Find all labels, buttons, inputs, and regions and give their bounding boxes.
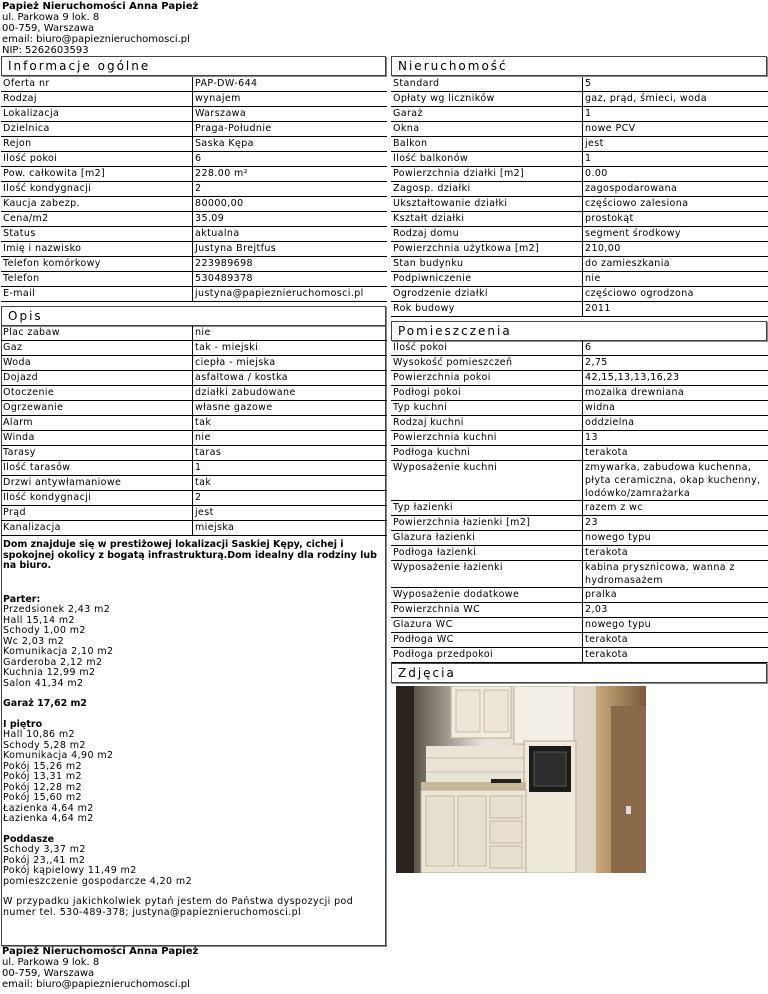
field-label: Ilość tarasów — [1, 461, 192, 476]
field-value: segment środkowy — [582, 227, 768, 242]
field-value: 6 — [582, 341, 768, 356]
field-value: 223989698 — [192, 257, 387, 272]
field-label: Glazura WC — [391, 618, 582, 633]
field-label: Lokalizacja — [1, 107, 192, 122]
field-value: terakota — [582, 446, 768, 461]
field-value: justyna@papieznieruchomosci.pl — [192, 287, 387, 302]
area-line: Schody 5,28 m2 — [3, 739, 86, 751]
table-row — [391, 633, 768, 648]
field-label: Gaz — [1, 341, 192, 356]
field-label: Typ łazienki — [391, 501, 582, 516]
field-label: Stan budynku — [391, 257, 582, 272]
field-value: jest — [582, 137, 768, 152]
table-row — [1, 341, 387, 356]
footer-email: email: biuro@papieznieruchomosci.pl — [2, 979, 190, 990]
field-label: Balkon — [391, 137, 582, 152]
table-row — [391, 588, 768, 603]
table-row — [1, 152, 387, 167]
area-line: Garderoba 2,12 m2 — [3, 656, 103, 668]
field-label: Podłogi pokoi — [391, 386, 582, 401]
field-value: gaz, prąd, śmieci, woda — [582, 92, 768, 107]
table-row — [1, 77, 387, 92]
field-label: Typ kuchni — [391, 401, 582, 416]
field-value: aktualna — [192, 227, 387, 242]
description-text — [3, 540, 381, 918]
table-row — [1, 401, 387, 416]
agency-street: ul. Parkowa 9 lok. 8 — [2, 12, 100, 23]
field-value: 35.09 — [192, 212, 387, 227]
table-row — [391, 386, 768, 401]
field-value: 2 — [192, 491, 387, 506]
field-label: Wyposażenie dodatkowe — [391, 588, 582, 603]
field-value: asfaltowa / kostka — [192, 371, 387, 386]
footer-street: ul. Parkowa 9 lok. 8 — [2, 957, 100, 968]
field-label: Wysokość pomieszczeń — [391, 356, 582, 371]
kitchen-photo — [396, 686, 646, 873]
field-value: 5 — [582, 77, 768, 92]
table-row — [391, 107, 768, 122]
table-row — [391, 401, 768, 416]
field-label: Ogrzewanie — [1, 401, 192, 416]
field-label: Winda — [1, 431, 192, 446]
area-line: Łazienka 4,64 m2 — [3, 802, 94, 814]
area-line: Pokój 12,28 m2 — [3, 781, 82, 793]
field-label: Ilość pokoi — [391, 341, 582, 356]
table-row — [391, 197, 768, 212]
table-row — [1, 491, 387, 506]
field-value: nowego typu — [582, 531, 768, 546]
field-label: Cena/m2 — [1, 212, 192, 227]
area-line: Salon 41,34 m2 — [3, 677, 84, 689]
field-label: Oferta nr — [1, 77, 192, 92]
field-label: Garaż — [391, 107, 582, 122]
field-value: 1 — [582, 152, 768, 167]
field-value: miejska — [192, 521, 387, 536]
field-value: prostokąt — [582, 212, 768, 227]
table-row — [391, 302, 768, 317]
table-row — [391, 137, 768, 152]
table-row — [1, 431, 387, 446]
table-row — [391, 356, 768, 371]
field-value: Praga-Południe — [192, 122, 387, 137]
general-section-title — [1, 56, 386, 76]
property-title-text: Nieruchomość — [398, 59, 508, 73]
area-line: Łazienka 4,64 m2 — [3, 813, 94, 824]
field-label: Telefon — [1, 272, 192, 287]
area-line: Komunikacja 2,10 m2 — [3, 646, 114, 657]
field-label: Alarm — [1, 416, 192, 431]
contact-note: W przypadku jakichkolwiek pytań jestem do Państwa dyspozycji pod numer tel. 530-489-378; justyna@papieznieruchomosci.pl — [3, 896, 354, 918]
table-row — [1, 122, 387, 137]
field-label: Standard — [391, 77, 582, 92]
field-value: 42,15,13,13,16,23 — [582, 371, 768, 386]
table-row — [1, 182, 387, 197]
field-value: taras — [192, 446, 387, 461]
field-value: terakota — [582, 648, 768, 663]
table-row — [391, 212, 768, 227]
field-label: Powierzchnia łazienki [m2] — [391, 516, 582, 531]
field-value: 6 — [192, 152, 387, 167]
field-label: Powierzchnia kuchni — [391, 431, 582, 446]
field-label: Opłaty wg liczników — [391, 92, 582, 107]
field-label: Otoczenie — [1, 386, 192, 401]
table-row — [391, 92, 768, 107]
area-line: Hall 15,14 m2 — [3, 614, 75, 626]
table-row — [391, 371, 768, 386]
area-line: Pokój 23,,41 m2 — [3, 854, 86, 866]
table-row — [1, 356, 387, 371]
field-value: tak - miejski — [192, 341, 387, 356]
field-value: kabina prysznicowa, wanna z hydromasażem — [582, 561, 768, 588]
attic-list — [3, 845, 381, 887]
field-value: 2011 — [582, 302, 768, 317]
field-label: Podpiwniczenie — [391, 272, 582, 287]
description-title-text: Opis — [8, 309, 43, 323]
field-label: Rok budowy — [391, 302, 582, 317]
table-row — [391, 122, 768, 137]
field-label: Rodzaj kuchni — [391, 416, 582, 431]
area-line: Hall 10,86 m2 — [3, 729, 75, 740]
field-value: widna — [582, 401, 768, 416]
field-label: Dzielnica — [1, 122, 192, 137]
table-row — [391, 516, 768, 531]
field-value: 530489378 — [192, 272, 387, 287]
field-value: Warszawa — [192, 107, 387, 122]
field-label: Ogrodzenie działki — [391, 287, 582, 302]
field-label: Podłoga kuchni — [391, 446, 582, 461]
table-row — [1, 212, 387, 227]
photos-title-text: Zdjęcia — [398, 666, 456, 680]
description-table — [1, 326, 387, 536]
field-label: Drzwi antywłamaniowe — [1, 476, 192, 491]
floor1-title: I piętro — [3, 718, 43, 730]
field-value: wynajem — [192, 92, 387, 107]
field-label: Ilość kondygnacji — [1, 182, 192, 197]
agency-nip: NIP: 5262603593 — [2, 45, 89, 56]
table-row — [391, 182, 768, 197]
field-value: nowego typu — [582, 618, 768, 633]
attic-title: Poddasze — [3, 833, 55, 845]
area-line: pomieszczenie gospodarcze 4,20 m2 — [3, 875, 193, 887]
table-row — [391, 648, 768, 663]
table-row — [391, 341, 768, 356]
field-label: Prąd — [1, 506, 192, 521]
field-label: Powierzchnia użytkowa [m2] — [391, 242, 582, 257]
field-label: Ilość balkonów — [391, 152, 582, 167]
field-label: Podłoga przedpokoi — [391, 648, 582, 663]
field-label: Wyposażenie kuchni — [391, 461, 582, 501]
table-row — [1, 506, 387, 521]
field-value: jest — [192, 506, 387, 521]
field-value: 80000,00 — [192, 197, 387, 212]
field-value: częściowo ogrodzona — [582, 287, 768, 302]
field-label: Plac zabaw — [1, 326, 192, 341]
table-row — [391, 416, 768, 431]
floor1-list — [3, 730, 381, 825]
field-value: częściowo zalesiona — [582, 197, 768, 212]
footer-city: 00-759, Warszawa — [2, 968, 95, 979]
field-label: Ilość pokoi — [1, 152, 192, 167]
field-value: terakota — [582, 633, 768, 648]
table-row — [1, 476, 387, 491]
table-row — [391, 167, 768, 182]
field-label: Rodzaj — [1, 92, 192, 107]
field-value: razem z wc — [582, 501, 768, 516]
agency-header — [2, 1, 198, 56]
table-row — [1, 92, 387, 107]
field-value: zmywarka, zabudowa kuchenna, płyta ceramiczna, okap kuchenny, lodówko/zamrażarka — [582, 461, 768, 501]
table-row — [1, 137, 387, 152]
parter-list — [3, 605, 381, 689]
table-row — [391, 531, 768, 546]
table-row — [1, 371, 387, 386]
field-label: Status — [1, 227, 192, 242]
general-table — [1, 77, 387, 302]
field-label: Powierzchnia działki [m2] — [391, 167, 582, 182]
table-row — [391, 501, 768, 516]
field-value: ciepła - miejska — [192, 356, 387, 371]
field-label: Ilość kondygnacji — [1, 491, 192, 506]
area-line: Przedsionek 2,43 m2 — [3, 604, 111, 615]
area-line: Schody 3,37 m2 — [3, 844, 86, 855]
table-row — [1, 197, 387, 212]
table-row — [1, 416, 387, 431]
field-label: Okna — [391, 122, 582, 137]
field-value: działki zabudowane — [192, 386, 387, 401]
field-label: Wyposażenie łazienki — [391, 561, 582, 588]
field-value: nie — [192, 431, 387, 446]
field-value: PAP-DW-644 — [192, 77, 387, 92]
table-row — [1, 386, 387, 401]
field-value: oddzielna — [582, 416, 768, 431]
area-line: Kuchnia 12,99 m2 — [3, 667, 96, 678]
table-row — [391, 242, 768, 257]
area-line: Pokój 15,60 m2 — [3, 792, 82, 803]
field-value: Justyna Brejtfus — [192, 242, 387, 257]
table-row — [391, 272, 768, 287]
table-row — [1, 287, 387, 302]
field-value: tak — [192, 476, 387, 491]
description-intro: Dom znajduje się w prestiżowej lokalizacji Saskiej Kępy, cichej i spokojnej okolicy z bogatą infrastrukturą.Dom idealny dla rodziny lub na biuro. — [3, 539, 377, 571]
table-row — [1, 521, 387, 536]
table-row — [391, 257, 768, 272]
area-line: Pokój 13,31 m2 — [3, 771, 82, 782]
rooms-title-text: Pomieszczenia — [398, 324, 512, 338]
area-line: Schody 1,00 m2 — [3, 625, 86, 636]
table-row — [1, 461, 387, 476]
field-label: Ukształtowanie działki — [391, 197, 582, 212]
field-label: Kanalizacja — [1, 521, 192, 536]
field-value: mozaika drewniana — [582, 386, 768, 401]
field-value: 2 — [192, 182, 387, 197]
photos-section-title — [391, 663, 767, 683]
footer-agency-name: Papież Nieruchomości Anna Papież — [2, 946, 199, 957]
parter-title: Parter: — [3, 593, 41, 605]
table-row — [391, 152, 768, 167]
field-value: terakota — [582, 546, 768, 561]
table-row — [1, 272, 387, 287]
agency-email: email: biuro@papieznieruchomosci.pl — [2, 34, 190, 45]
table-row — [1, 326, 387, 341]
table-row — [1, 107, 387, 122]
field-label: Glazura łazienki — [391, 531, 582, 546]
field-value: nie — [192, 326, 387, 341]
property-section-title — [391, 56, 767, 76]
field-label: Zagosp. działki — [391, 182, 582, 197]
field-label: Imię i nazwisko — [1, 242, 192, 257]
field-value: 210,00 — [582, 242, 768, 257]
field-label: Kaucja zabezp. — [1, 197, 192, 212]
table-row — [391, 561, 768, 588]
field-value: 1 — [582, 107, 768, 122]
field-label: Podłoga WC — [391, 633, 582, 648]
table-row — [391, 227, 768, 242]
field-value: tak — [192, 416, 387, 431]
field-value: 13 — [582, 431, 768, 446]
area-line: Pokój kąpielowy 11,49 m2 — [3, 865, 137, 876]
field-label: Woda — [1, 356, 192, 371]
field-label: Tarasy — [1, 446, 192, 461]
field-label: Pow. całkowita [m2] — [1, 167, 192, 182]
general-title-text: Informacje ogólne — [8, 59, 151, 73]
field-label: Rejon — [1, 137, 192, 152]
field-value: do zamieszkania — [582, 257, 768, 272]
table-row — [391, 77, 768, 92]
field-value: 1 — [192, 461, 387, 476]
field-value: własne gazowe — [192, 401, 387, 416]
rooms-table — [391, 341, 768, 663]
field-value: nie — [582, 272, 768, 287]
field-value: 23 — [582, 516, 768, 531]
table-row — [391, 287, 768, 302]
field-label: Rodzaj domu — [391, 227, 582, 242]
table-row — [391, 461, 768, 501]
field-label: Powierzchnia pokoi — [391, 371, 582, 386]
field-value: 2,03 — [582, 603, 768, 618]
table-row — [1, 446, 387, 461]
field-value: 228.00 m² — [192, 167, 387, 182]
field-label: Kształt działki — [391, 212, 582, 227]
field-label: Dojazd — [1, 371, 192, 386]
garage-line: Garaż 17,62 m2 — [3, 698, 88, 709]
field-value: nowe PCV — [582, 122, 768, 137]
property-table — [391, 77, 768, 317]
field-value: 2,75 — [582, 356, 768, 371]
agency-name: Papież Nieruchomości Anna Papież — [2, 1, 199, 12]
field-label: Telefon komórkowy — [1, 257, 192, 272]
area-line: Komunikacja 4,90 m2 — [3, 750, 114, 761]
table-row — [1, 167, 387, 182]
table-row — [1, 227, 387, 242]
field-label: Podłoga łazienki — [391, 546, 582, 561]
field-value: 0.00 — [582, 167, 768, 182]
field-value: zagospodarowana — [582, 182, 768, 197]
field-label: Powierzchnia WC — [391, 603, 582, 618]
field-label: E-mail — [1, 287, 192, 302]
area-line: Wc 2,03 m2 — [3, 635, 65, 647]
agency-footer — [2, 946, 198, 990]
table-row — [391, 546, 768, 561]
table-row — [1, 257, 387, 272]
field-value: pralka — [582, 588, 768, 603]
field-value: Saska Kępa — [192, 137, 387, 152]
agency-city: 00-759, Warszawa — [2, 23, 95, 34]
rooms-section-title — [391, 321, 767, 341]
table-row — [391, 431, 768, 446]
table-row — [391, 446, 768, 461]
table-row — [391, 618, 768, 633]
table-row — [391, 603, 768, 618]
table-row — [1, 242, 387, 257]
area-line: Pokój 15,26 m2 — [3, 760, 82, 772]
